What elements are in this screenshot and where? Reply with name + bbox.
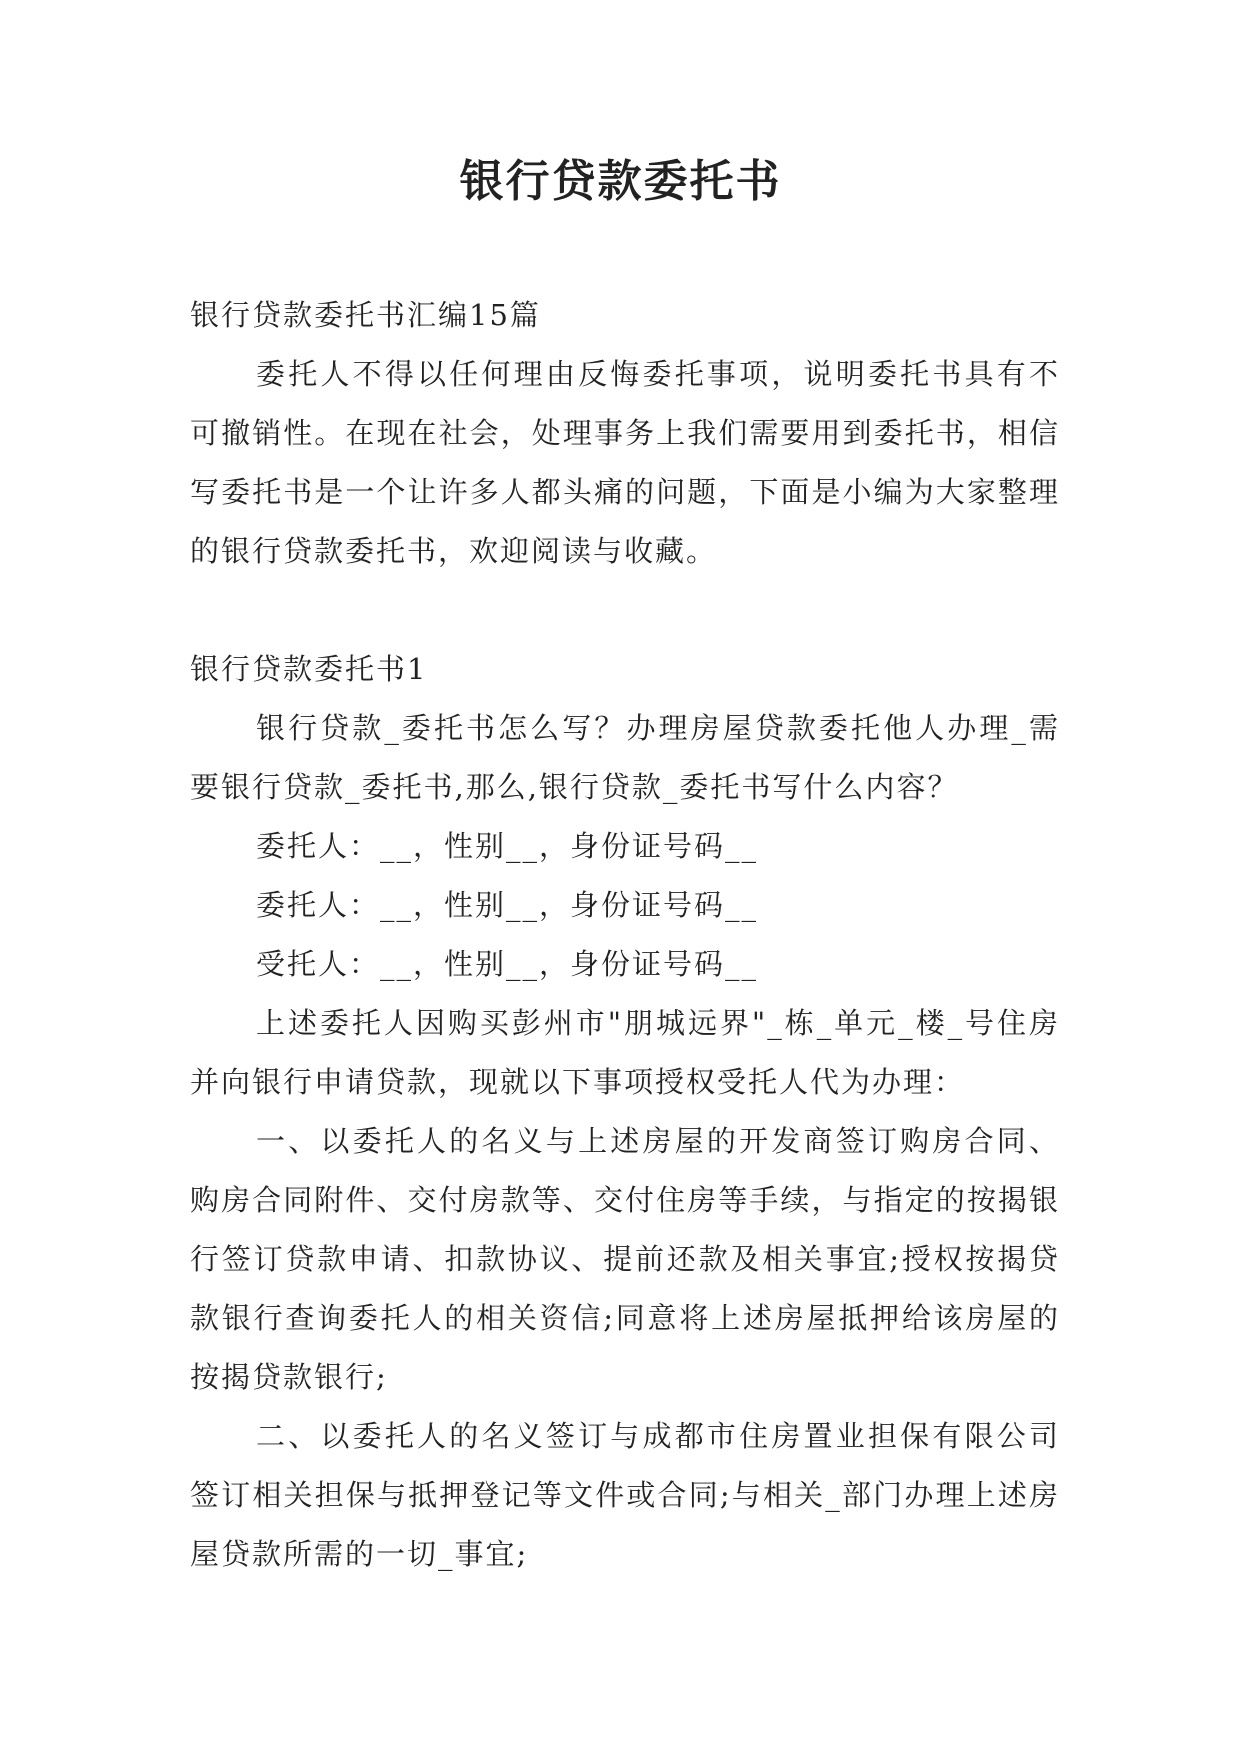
principal-line: 委托人：__，性别__，身份证号码__ — [256, 829, 759, 863]
body-paragraph: 上述委托人因购买彭州市"朋城远界"_栋_单元_楼_号住房并向银行申请贷款，现就以下事项授权受托人代为办理： — [190, 1006, 1060, 1099]
document-body — [190, 286, 1060, 1584]
section-heading: 银行贷款委托书1 — [190, 652, 428, 686]
intro-paragraph: 委托人不得以任何理由反悔委托事项，说明委托书具有不可撤销性。在现在社会，处理事务上我们需要用到委托书，相信写委托书是一个让许多人都头痛的问题，下面是小编为大家整理的银行贷款委托书，欢迎阅读与收藏。 — [190, 357, 1060, 568]
section-spacer — [190, 581, 1060, 640]
collection-subtitle: 银行贷款委托书汇编15篇 — [190, 298, 541, 332]
clause-paragraph: 二、以委托人的名义签订与成都市住房置业担保有限公司签订相关担保与抵押登记等文件或合同;与相关_部门办理上述房屋贷款所需的一切_事宜; — [190, 1419, 1060, 1571]
clause-paragraph: 一、以委托人的名义与上述房屋的开发商签订购房合同、购房合同附件、交付房款等、交付住房等手续，与指定的按揭银行签订贷款申请、扣款协议、提前还款及相关事宜;授权按揭贷款银行查询委托人的相关资信;同意将上述房屋抵押给该房屋的按揭贷款银行; — [190, 1124, 1060, 1394]
document-title: 银行贷款委托书 — [459, 156, 782, 207]
body-paragraph: 银行贷款_委托书怎么写？办理房屋贷款委托他人办理_需要银行贷款_委托书,那么,银行贷款_委托书写什么内容？ — [190, 711, 1060, 804]
agent-line: 受托人：__，性别__，身份证号码__ — [256, 947, 759, 981]
principal-line: 委托人：__，性别__，身份证号码__ — [256, 888, 759, 922]
